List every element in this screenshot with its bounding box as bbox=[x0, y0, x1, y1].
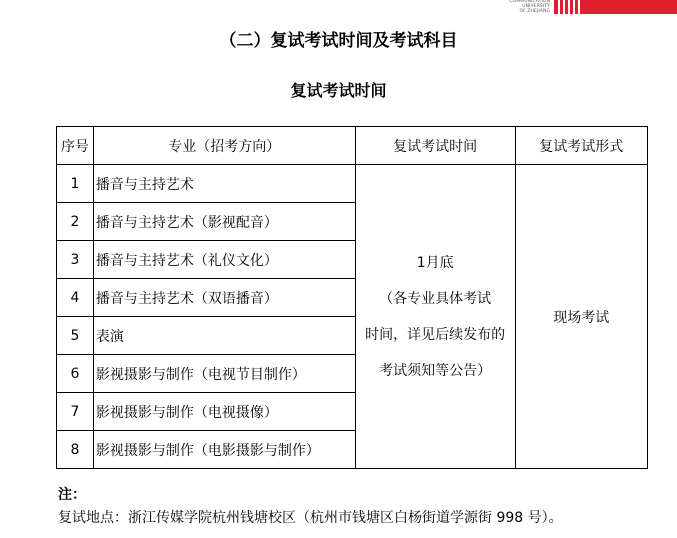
exam-time-line: （各专业具体考试 bbox=[379, 290, 492, 307]
exam-time-line: 时间，详见后续发布的 bbox=[365, 326, 506, 343]
row-number: 1 bbox=[57, 165, 94, 203]
row-number: 7 bbox=[57, 393, 94, 431]
row-major: 表演 bbox=[93, 317, 355, 355]
logo-line: OF ZHEJIANG bbox=[519, 8, 550, 14]
row-major: 播音与主持艺术（影视配音） bbox=[93, 203, 355, 241]
note-label: 注： bbox=[58, 487, 86, 503]
logo-stripes-icon bbox=[554, 0, 677, 16]
logo-text bbox=[502, 0, 550, 14]
table-row bbox=[57, 165, 648, 203]
table-header-row bbox=[57, 127, 648, 165]
row-number: 5 bbox=[57, 317, 94, 355]
exam-schedule-table bbox=[56, 126, 648, 469]
row-number: 2 bbox=[57, 203, 94, 241]
row-number: 4 bbox=[57, 279, 94, 317]
header-number: 序号 bbox=[57, 127, 94, 165]
header-exam-time: 复试考试时间 bbox=[355, 127, 515, 165]
logo-line: UNIVERSITY bbox=[522, 3, 550, 9]
row-major: 影视摄影与制作（电视节目制作） bbox=[93, 355, 355, 393]
exam-form-cell: 现场考试 bbox=[515, 165, 647, 469]
row-number: 6 bbox=[57, 355, 94, 393]
note-text: 复试地点：浙江传媒学院杭州钱塘校区（杭州市钱塘区白杨街道学源街 998 号）。 bbox=[58, 510, 563, 526]
row-number: 8 bbox=[57, 431, 94, 469]
exam-time-cell bbox=[355, 165, 515, 469]
university-logo bbox=[502, 0, 677, 16]
section-heading: （二）复试考试时间及考试科目 bbox=[219, 31, 458, 51]
logo-line: COMMUNICATION bbox=[509, 0, 550, 4]
exam-time-line: 1月底 bbox=[416, 254, 454, 271]
row-number: 3 bbox=[57, 241, 94, 279]
row-major: 播音与主持艺术（礼仪文化） bbox=[93, 241, 355, 279]
header-major: 专业（招考方向） bbox=[93, 127, 355, 165]
row-major: 影视摄影与制作（电影摄影与制作） bbox=[93, 431, 355, 469]
row-major: 播音与主持艺术 bbox=[93, 165, 355, 203]
row-major: 影视摄影与制作（电视摄像） bbox=[93, 393, 355, 431]
exam-time-line: 考试须知等公告） bbox=[379, 362, 492, 379]
row-major: 播音与主持艺术（双语播音） bbox=[93, 279, 355, 317]
table-title: 复试考试时间 bbox=[290, 81, 387, 100]
header-exam-form: 复试考试形式 bbox=[515, 127, 647, 165]
